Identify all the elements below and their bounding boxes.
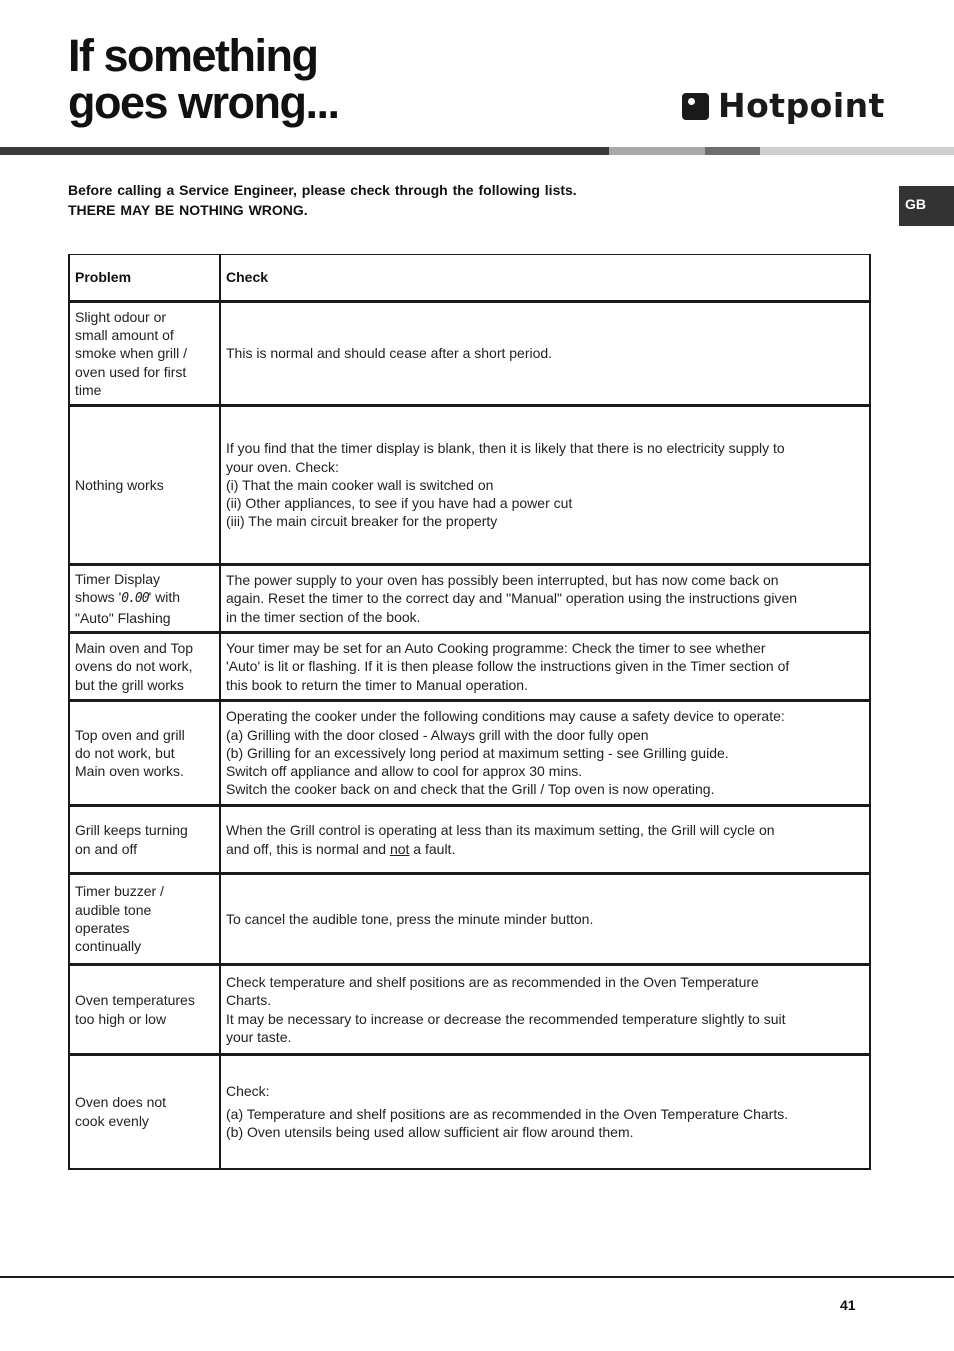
check-line: Check temperature and shelf positions are as recommended in the Oven Temperature: [226, 973, 759, 990]
problem-line: on and off: [75, 840, 138, 857]
check-line: in the timer section of the book.: [226, 608, 421, 625]
check-line: again. Reset the timer to the correct day and "Manual" operation using the instructions given: [226, 590, 798, 607]
problem-cell: [69, 965, 220, 1055]
problem-line: Timer Display: [75, 571, 161, 588]
check-cell: [220, 302, 870, 406]
underlined-word: not: [389, 840, 410, 857]
check-line: your oven. Check:: [226, 458, 339, 475]
table-row: [69, 406, 870, 565]
problem-line: small amount of: [75, 327, 174, 344]
check-line: Charts.: [226, 992, 272, 1009]
header-stripe-dark: [0, 147, 609, 155]
problem-line: Main oven and Top: [75, 640, 194, 657]
table-row: [69, 965, 870, 1055]
header-stripe-light: [609, 147, 705, 155]
check-text: a fault.: [409, 840, 456, 857]
intro-text: [68, 180, 577, 220]
check-cell: [220, 406, 870, 565]
problem-line: Oven does not: [75, 1094, 167, 1111]
problem-cell: [69, 874, 220, 965]
problem-line: cook evenly: [75, 1112, 149, 1129]
check-line: this book to return the timer to Manual operation.: [226, 676, 528, 693]
check-line: (a) Temperature and shelf positions are as recommended in the Oven Temperature Charts.: [226, 1105, 789, 1122]
header-check: Check: [220, 255, 870, 302]
problem-line: [75, 588, 214, 608]
brand-logo-text: Hotpoint: [718, 86, 885, 125]
check-line: The power supply to your oven has possibly been interrupted, but has now come back on: [226, 572, 779, 589]
problem-cell: [69, 701, 220, 806]
check-line: (i) That the main cooker wall is switched on: [226, 476, 494, 493]
page-title-line-1: If something: [68, 30, 318, 81]
problem-line: Oven temperatures: [75, 992, 195, 1009]
problem-line: Nothing works: [75, 476, 164, 493]
problem-cell: [69, 806, 220, 874]
check-line: (b) Oven utensils being used allow sufficient air flow around them.: [226, 1123, 634, 1140]
problem-line: Top oven and grill: [75, 726, 185, 743]
problem-line: do not work, but: [75, 744, 175, 761]
problem-line: time: [75, 381, 102, 398]
problem-text: ' with: [148, 589, 181, 606]
check-cell: [220, 633, 870, 701]
troubleshooting-table: [68, 254, 871, 1170]
table-row: [69, 806, 870, 874]
brand-logo-icon: [682, 93, 709, 120]
check-cell: [220, 874, 870, 965]
problem-line: Slight odour or: [75, 308, 167, 325]
intro-line-1: Before calling a Service Engineer, please check through the following lists.: [68, 182, 577, 198]
page-number: 41: [840, 1297, 856, 1313]
check-text: and off, this is normal and: [226, 840, 390, 857]
check-line: (ii) Other appliances, to see if you have had a power cut: [226, 495, 573, 512]
check-line: (a) Grilling with the door closed - Always grill with the door fully open: [226, 726, 649, 743]
check-line: If you find that the timer display is blank, then it is likely that there is no electricity supply to: [226, 440, 785, 457]
check-line: (b) Grilling for an excessively long period at maximum setting - see Grilling guide.: [226, 744, 729, 761]
check-line: (iii) The main circuit breaker for the property: [226, 513, 498, 530]
page-title: [68, 32, 339, 126]
check-line: To cancel the audible tone, press the minute minder button.: [226, 910, 594, 927]
intro-line-2: THERE MAY BE NOTHING WRONG.: [68, 202, 308, 218]
table-row: [69, 874, 870, 965]
problem-cell: [69, 565, 220, 633]
check-line: When the Grill control is operating at less than its maximum setting, the Grill will cycle on: [226, 822, 775, 839]
check-line: It may be necessary to increase or decrease the recommended temperature slightly to suit: [226, 1010, 786, 1027]
header-stripe-pale: [760, 147, 954, 155]
problem-line: too high or low: [75, 1010, 167, 1027]
segment-display-text: 0.00: [121, 591, 149, 607]
check-cell: [220, 965, 870, 1055]
page-title-line-2: goes wrong...: [68, 77, 339, 128]
problem-line: operates: [75, 920, 130, 936]
check-line: Switch the cooker back on and check that the Grill / Top oven is now operating.: [226, 781, 715, 798]
table-row: [69, 565, 870, 633]
check-line: [226, 840, 861, 858]
footer-rule: [0, 1276, 954, 1278]
header-problem: Problem: [69, 255, 220, 302]
check-cell: [220, 806, 870, 874]
check-cell: [220, 701, 870, 806]
check-cell: [220, 1055, 870, 1169]
table-row: [69, 633, 870, 701]
language-tab: GB: [899, 186, 954, 226]
problem-cell: [69, 406, 220, 565]
table-row: [69, 701, 870, 806]
problem-line: Main oven works.: [75, 763, 184, 780]
check-line: This is normal and should cease after a short period.: [226, 345, 553, 362]
problem-line: "Auto" Flashing: [75, 609, 171, 626]
problem-line: continually: [75, 938, 142, 955]
problem-line: ovens do not work,: [75, 658, 193, 675]
problem-line: smoke when grill /: [75, 345, 188, 362]
problem-text: shows ': [75, 589, 122, 606]
check-line: Check:: [226, 1083, 270, 1100]
problem-line: Grill keeps turning: [75, 822, 188, 839]
check-line: Operating the cooker under the following conditions may cause a safety device to operate:: [226, 708, 785, 725]
problem-line: Timer buzzer /: [75, 883, 164, 900]
check-cell: [220, 565, 870, 633]
table-header-row: [69, 255, 870, 302]
brand-logo: [682, 86, 885, 126]
problem-line: oven used for first: [75, 363, 187, 380]
problem-cell: [69, 1055, 220, 1169]
check-line: Your timer may be set for an Auto Cooking programme: Check the timer to see whether: [226, 640, 766, 657]
table-row: [69, 1055, 870, 1169]
check-line: Switch off appliance and allow to cool for approx 30 mins.: [226, 763, 583, 780]
problem-line: audible tone: [75, 901, 152, 918]
problem-line: but the grill works: [75, 676, 184, 693]
header-stripe-mid: [705, 147, 760, 155]
problem-cell: [69, 633, 220, 701]
problem-cell: [69, 302, 220, 406]
table-row: [69, 302, 870, 406]
check-line: 'Auto' is lit or flashing. If it is then please follow the instructions given in the Timer section of: [226, 658, 790, 675]
check-line: your taste.: [226, 1028, 292, 1045]
